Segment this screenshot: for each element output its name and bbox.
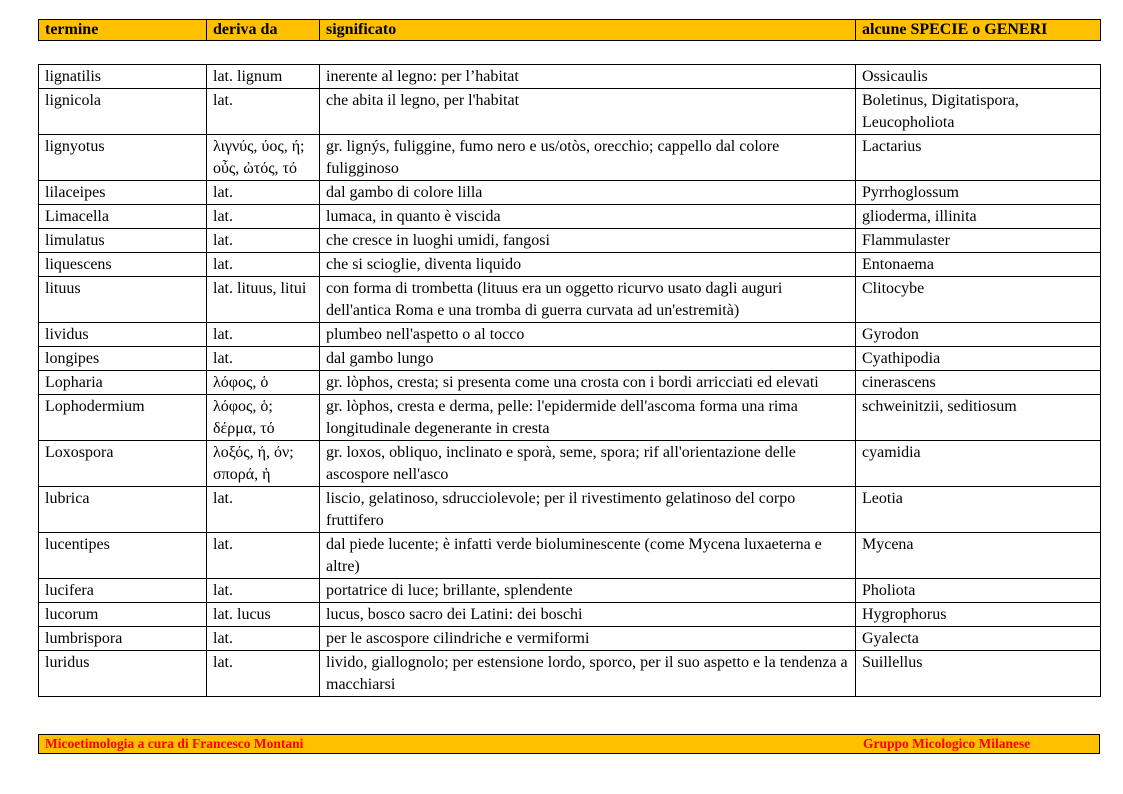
cell-significato: portatrice di luce; brillante, splendente xyxy=(320,579,856,603)
cell-specie: Gyrodon xyxy=(856,323,1101,347)
table-row xyxy=(39,395,1101,441)
cell-deriva-da: λόφος, ὁ xyxy=(207,371,320,395)
table-row xyxy=(39,487,1101,533)
cell-significato: plumbeo nell'aspetto o al tocco xyxy=(320,323,856,347)
cell-deriva-da: lat. xyxy=(207,181,320,205)
cell-specie: Pyrrhoglossum xyxy=(856,181,1101,205)
cell-specie: Pholiota xyxy=(856,579,1101,603)
cell-termine: liquescens xyxy=(39,253,207,277)
table-row xyxy=(39,65,1101,89)
cell-specie: Suillellus xyxy=(856,651,1101,697)
column-header-table xyxy=(38,19,1101,41)
cell-significato: con forma di trombetta (lituus era un oggetto ricurvo usato dagli auguri dell'antica Roma e una tromba di guerra curvata ad un'estremità) xyxy=(320,277,856,323)
cell-deriva-da: lat. xyxy=(207,487,320,533)
cell-termine: luridus xyxy=(39,651,207,697)
table-row xyxy=(39,205,1101,229)
cell-termine: Limacella xyxy=(39,205,207,229)
cell-significato: livido, giallognolo; per estensione lordo, sporco, per il suo aspetto e la tendenza a macchiarsi xyxy=(320,651,856,697)
cell-termine: lucorum xyxy=(39,603,207,627)
cell-specie: Clitocybe xyxy=(856,277,1101,323)
table-row xyxy=(39,347,1101,371)
cell-termine: lubrica xyxy=(39,487,207,533)
cell-specie: Leotia xyxy=(856,487,1101,533)
cell-deriva-da: lat. xyxy=(207,253,320,277)
cell-termine: lilaceipes xyxy=(39,181,207,205)
cell-termine: lignicola xyxy=(39,89,207,135)
footer-author: Micoetimologia a cura di Francesco Montani xyxy=(45,736,304,751)
header-row xyxy=(39,20,1101,41)
cell-significato: gr. lignýs, fuliggine, fumo nero e us/otòs, orecchio; cappello dal colore fuligginoso xyxy=(320,135,856,181)
cell-specie: Gyalecta xyxy=(856,627,1101,651)
cell-specie: Hygrophorus xyxy=(856,603,1101,627)
header-significato: significato xyxy=(320,20,856,41)
cell-significato: dal gambo di colore lilla xyxy=(320,181,856,205)
cell-significato: gr. lòphos, cresta; si presenta come una crosta con i bordi arricciati ed elevati xyxy=(320,371,856,395)
cell-specie: schweinitzii, seditiosum xyxy=(856,395,1101,441)
table-row xyxy=(39,253,1101,277)
table-row xyxy=(39,135,1101,181)
table-row xyxy=(39,277,1101,323)
cell-termine: longipes xyxy=(39,347,207,371)
cell-significato: dal piede lucente; è infatti verde bioluminescente (come Mycena luxaeterna e altre) xyxy=(320,533,856,579)
cell-significato: lumaca, in quanto è viscida xyxy=(320,205,856,229)
page-footer xyxy=(38,734,1100,754)
cell-termine: lituus xyxy=(39,277,207,323)
cell-specie: cinerascens xyxy=(856,371,1101,395)
table-row xyxy=(39,89,1101,135)
cell-termine: Loxospora xyxy=(39,441,207,487)
cell-specie: Ossicaulis xyxy=(856,65,1101,89)
cell-deriva-da: lat. lituus, litui xyxy=(207,277,320,323)
cell-significato: gr. loxos, obliquo, inclinato e sporà, seme, spora; rif all'orientazione delle ascospore nell'asco xyxy=(320,441,856,487)
cell-specie: Boletinus, Digitatispora, Leucopholiota xyxy=(856,89,1101,135)
cell-significato: dal gambo lungo xyxy=(320,347,856,371)
cell-termine: Lophodermium xyxy=(39,395,207,441)
footer-organization: Gruppo Micologico Milanese xyxy=(863,736,1031,751)
cell-deriva-da: lat. xyxy=(207,651,320,697)
cell-deriva-da: lat. xyxy=(207,323,320,347)
header-termine: termine xyxy=(39,20,207,41)
cell-deriva-da: lat. xyxy=(207,627,320,651)
cell-significato: che abita il legno, per l'habitat xyxy=(320,89,856,135)
cell-termine: lignatilis xyxy=(39,65,207,89)
etymology-table xyxy=(38,64,1101,697)
cell-deriva-da: λόφος, ὁ; δέρμα, τό xyxy=(207,395,320,441)
cell-deriva-da: lat. xyxy=(207,579,320,603)
cell-significato: gr. lòphos, cresta e derma, pelle: l'epidermide dell'ascoma forma una rima longitudinale degenerante in cresta xyxy=(320,395,856,441)
table-row xyxy=(39,323,1101,347)
cell-specie: Mycena xyxy=(856,533,1101,579)
cell-termine: limulatus xyxy=(39,229,207,253)
cell-deriva-da: lat. xyxy=(207,205,320,229)
cell-termine: lucifera xyxy=(39,579,207,603)
cell-deriva-da: lat. lucus xyxy=(207,603,320,627)
cell-deriva-da: λιγνύς, ύος, ή; οὖς, ὠτός, τό xyxy=(207,135,320,181)
cell-termine: lumbrispora xyxy=(39,627,207,651)
cell-significato: per le ascospore cilindriche e vermiformi xyxy=(320,627,856,651)
table-row xyxy=(39,371,1101,395)
cell-significato: che si scioglie, diventa liquido xyxy=(320,253,856,277)
cell-specie: Cyathipodia xyxy=(856,347,1101,371)
table-row xyxy=(39,441,1101,487)
cell-termine: lividus xyxy=(39,323,207,347)
header-deriva-da: deriva da xyxy=(207,20,320,41)
cell-deriva-da: lat. xyxy=(207,533,320,579)
cell-deriva-da: lat. xyxy=(207,347,320,371)
cell-termine: lucentipes xyxy=(39,533,207,579)
cell-deriva-da: lat. lignum xyxy=(207,65,320,89)
cell-specie: Flammulaster xyxy=(856,229,1101,253)
cell-deriva-da: lat. xyxy=(207,229,320,253)
cell-significato: liscio, gelatinoso, sdrucciolevole; per il rivestimento gelatinoso del corpo fruttifero xyxy=(320,487,856,533)
cell-specie: Entonaema xyxy=(856,253,1101,277)
cell-specie: Lactarius xyxy=(856,135,1101,181)
table-row xyxy=(39,603,1101,627)
cell-deriva-da: λοξός, ή, όν; σπορά, ἡ xyxy=(207,441,320,487)
cell-termine: Lopharia xyxy=(39,371,207,395)
table-row xyxy=(39,627,1101,651)
table-row xyxy=(39,229,1101,253)
cell-specie: glioderma, illinita xyxy=(856,205,1101,229)
cell-termine: lignyotus xyxy=(39,135,207,181)
cell-significato: che cresce in luoghi umidi, fangosi xyxy=(320,229,856,253)
cell-deriva-da: lat. xyxy=(207,89,320,135)
table-row xyxy=(39,533,1101,579)
table-row xyxy=(39,651,1101,697)
cell-significato: inerente al legno: per l’habitat xyxy=(320,65,856,89)
cell-significato: lucus, bosco sacro dei Latini: dei boschi xyxy=(320,603,856,627)
cell-specie: cyamidia xyxy=(856,441,1101,487)
header-specie-generi: alcune SPECIE o GENERI xyxy=(856,20,1101,41)
table-row xyxy=(39,181,1101,205)
table-row xyxy=(39,579,1101,603)
